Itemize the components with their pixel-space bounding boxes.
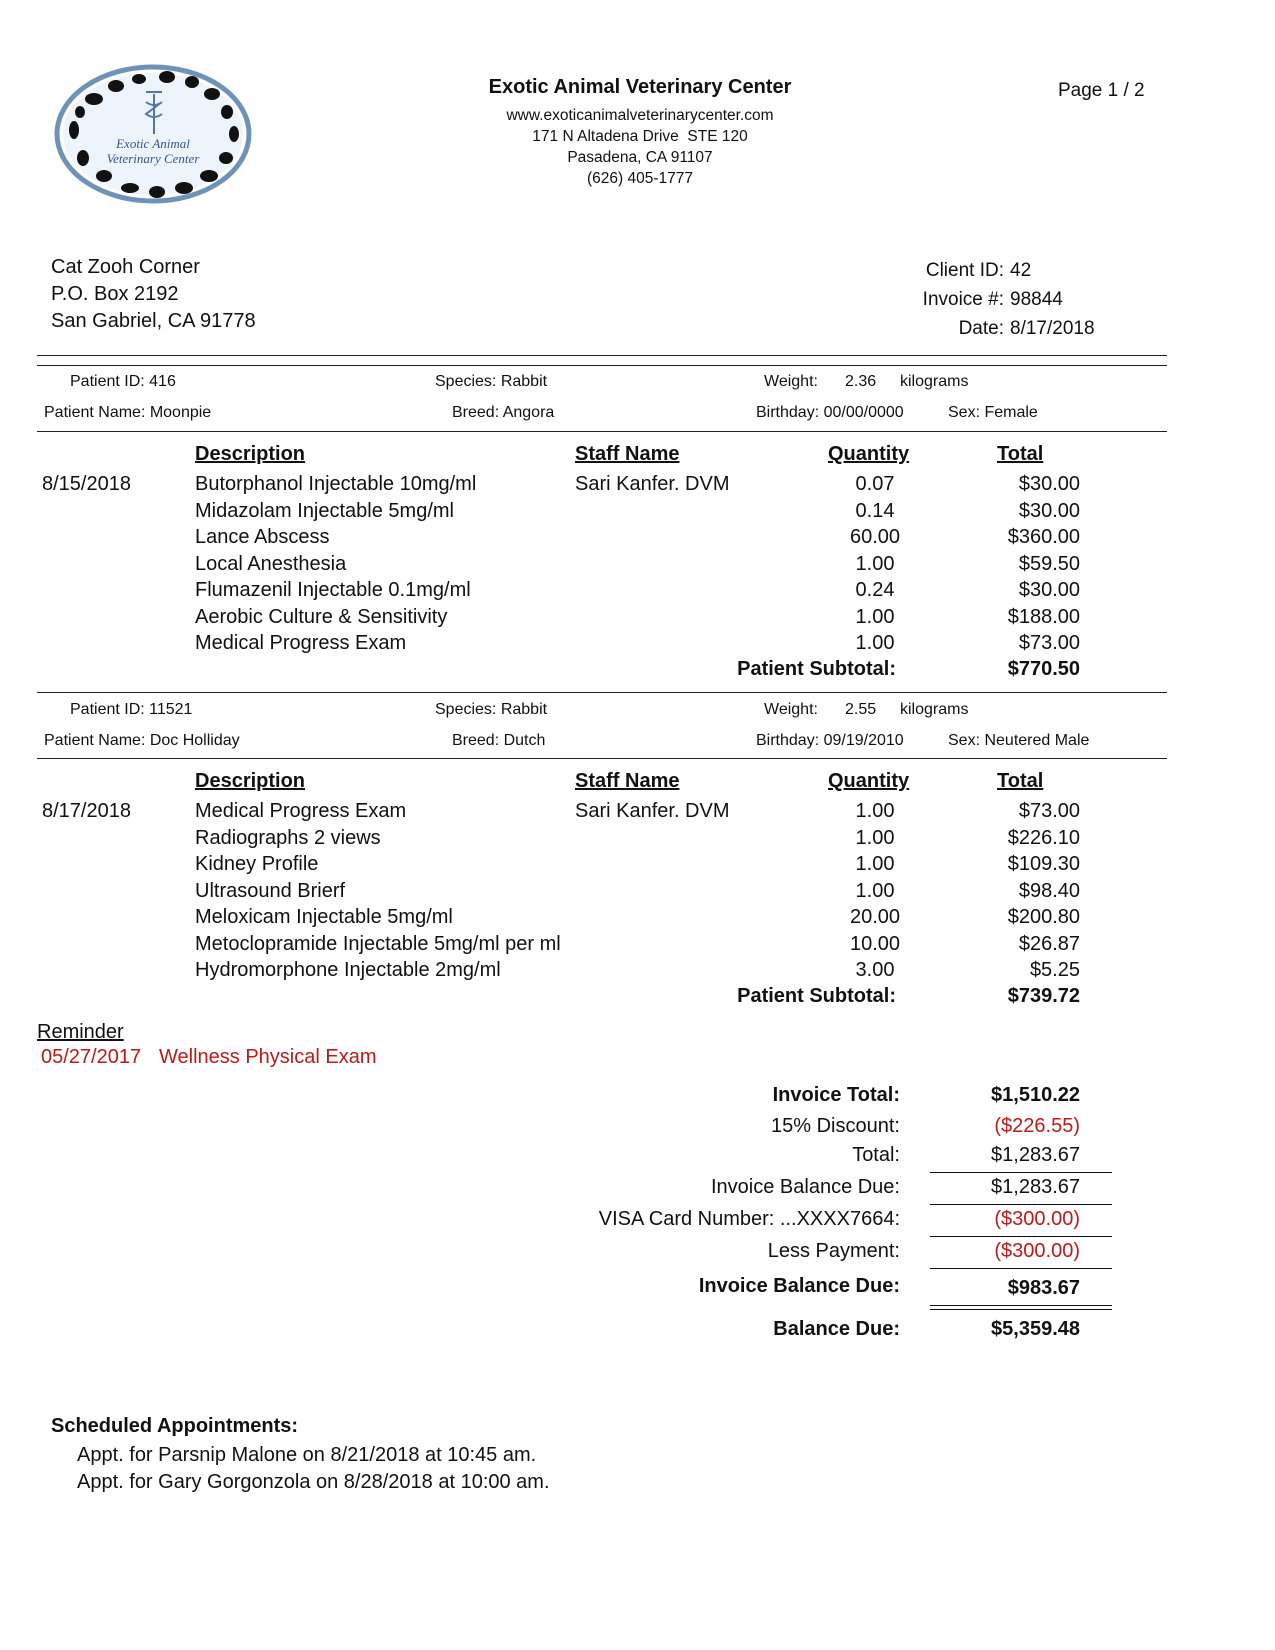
client-address-line2: San Gabriel, CA 91778 <box>51 310 256 332</box>
item-description: Ultrasound Brierf <box>195 879 346 902</box>
visa-underline <box>930 1236 1112 1237</box>
invoice-meta <box>880 256 1130 343</box>
balance-underline <box>930 1204 1112 1205</box>
item-quantity: 0.07 <box>855 473 895 495</box>
item-total: $109.30 <box>1007 853 1080 875</box>
item-total: $188.00 <box>1007 605 1080 628</box>
page-number: Page 1 / 2 <box>1058 80 1145 101</box>
patient2-species: Species: Rabbit <box>435 701 548 718</box>
double-underline-bottom <box>930 1309 1112 1310</box>
total-underline <box>930 1172 1112 1173</box>
clinic-website: www.exoticanimalveterinarycenter.com <box>506 107 774 124</box>
quantity-header: Quantity <box>828 443 910 465</box>
client-address-line1: P.O. Box 2192 <box>51 283 179 305</box>
clinic-address-line1: 171 N Altadena Drive STE 120 <box>532 128 748 145</box>
client-name: Cat Zooh Corner <box>51 256 200 278</box>
patient1-descriptions <box>195 471 476 657</box>
patient1-id: Patient ID: 416 <box>70 373 176 390</box>
reminder-title: Reminder <box>37 1021 124 1043</box>
item-total: $98.40 <box>1018 879 1080 902</box>
patient1-species: Species: Rabbit <box>435 373 548 390</box>
item-quantity: 1.00 <box>855 826 895 849</box>
divider <box>37 758 1167 759</box>
clinic-phone: (626) 405-1777 <box>587 170 693 187</box>
final-invoice-balance-value: $983.67 <box>1007 1277 1080 1299</box>
patient2-quantities <box>820 798 930 984</box>
total-value: $1,283.67 <box>991 1144 1080 1166</box>
patient2-breed: Breed: Dutch <box>452 732 546 749</box>
clinic-logo-graphic <box>54 64 252 204</box>
item-description: Hydromorphone Injectable 2mg/ml <box>195 959 501 981</box>
invoice-total-label: Invoice Total: <box>772 1084 900 1106</box>
client-address <box>51 254 256 335</box>
staff-header: Staff Name <box>575 443 680 465</box>
item-description: Radiographs 2 views <box>195 826 381 849</box>
patient2-id: Patient ID: 11521 <box>70 701 193 718</box>
item-total: $73.00 <box>1018 632 1080 654</box>
divider <box>37 355 1167 356</box>
discount-value: ($226.55) <box>994 1115 1080 1137</box>
patient2-weight-label: Weight: <box>764 701 818 718</box>
item-description: Local Anesthesia <box>195 552 347 575</box>
balance-value: $5,359.48 <box>991 1318 1080 1340</box>
item-description: Butorphanol Injectable 10mg/ml <box>195 473 477 495</box>
item-total: $59.50 <box>1018 552 1080 575</box>
logo-text-line1: Exotic Animal <box>116 136 190 151</box>
item-description: Lance Abscess <box>195 526 330 548</box>
item-description: Kidney Profile <box>195 853 319 875</box>
patient1-subtotal-label: Patient Subtotal: <box>737 658 896 680</box>
patient1-quantities <box>820 471 930 657</box>
reminder-text: Wellness Physical Exam <box>159 1046 377 1068</box>
patient2-name: Patient Name: Doc Holliday <box>44 732 240 749</box>
invoice-total-value: $1,510.22 <box>991 1084 1080 1106</box>
clinic-logo <box>54 64 252 204</box>
item-quantity: 1.00 <box>855 879 895 902</box>
item-description: Medical Progress Exam <box>195 800 407 822</box>
patient2-birthday: Birthday: 09/19/2010 <box>756 732 904 749</box>
patient2-staff: Sari Kanfer. DVM <box>575 800 730 822</box>
item-quantity: 1.00 <box>855 853 895 875</box>
item-description: Medical Progress Exam <box>195 632 407 654</box>
divider <box>37 692 1167 693</box>
reminder-date: 05/27/2017 <box>41 1046 142 1068</box>
visa-card-label: VISA Card Number: ...XXXX7664: <box>598 1208 900 1230</box>
item-quantity: 3.00 <box>855 959 895 981</box>
total-label: Total: <box>852 1144 900 1166</box>
visa-card-value: ($300.00) <box>994 1208 1080 1230</box>
item-description: Midazolam Injectable 5mg/ml <box>195 499 454 522</box>
item-total: $30.00 <box>1018 473 1080 495</box>
item-total: $5.25 <box>1029 959 1080 981</box>
double-underline-top <box>930 1305 1112 1306</box>
patient1-name: Patient Name: Moonpie <box>44 404 212 421</box>
item-total: $226.10 <box>1007 826 1080 849</box>
item-total: $30.00 <box>1018 579 1080 601</box>
patient2-weight-value: 2.55 <box>845 701 877 718</box>
scheduled-appointments <box>51 1415 550 1496</box>
description-header: Description <box>195 770 306 792</box>
patient2-subtotal-value: $739.72 <box>1007 985 1080 1007</box>
less-payment-label: Less Payment: <box>767 1240 900 1262</box>
appointment-item: Appt. for Parsnip Malone on 8/21/2018 at 10:45 am. <box>77 1444 537 1466</box>
patient1-sex: Sex: Female <box>948 404 1038 421</box>
patient2-totals <box>960 798 1080 984</box>
divider <box>37 431 1167 432</box>
balance-label: Balance Due: <box>773 1318 900 1340</box>
item-description: Aerobic Culture & Sensitivity <box>195 605 448 628</box>
patient1-birthday: Birthday: 00/00/0000 <box>756 404 904 421</box>
item-quantity: 0.14 <box>855 499 895 522</box>
patient1-staff: Sari Kanfer. DVM <box>575 473 730 495</box>
item-quantity: 0.24 <box>855 579 895 601</box>
item-total: $26.87 <box>1018 932 1080 955</box>
invoice-number-value: 98844 <box>1010 289 1063 310</box>
clinic-name: Exotic Animal Veterinary Center <box>488 76 792 98</box>
patient2-subtotal-label: Patient Subtotal: <box>737 985 896 1007</box>
patient1-breed: Breed: Angora <box>452 404 555 421</box>
patient2-sex: Sex: Neutered Male <box>948 732 1090 749</box>
item-quantity: 10.00 <box>849 932 901 955</box>
item-quantity: 1.00 <box>855 800 895 822</box>
less-payment-value: ($300.00) <box>994 1240 1080 1262</box>
item-quantity: 1.00 <box>855 605 895 628</box>
staff-header: Staff Name <box>575 770 680 792</box>
item-quantity: 20.00 <box>849 906 901 928</box>
invoice-number-label: Invoice #: <box>922 289 1004 310</box>
patient1-totals <box>960 471 1080 657</box>
item-quantity: 1.00 <box>855 632 895 654</box>
item-description: Meloxicam Injectable 5mg/ml <box>195 906 453 928</box>
payment-underline <box>930 1268 1112 1269</box>
clinic-header <box>440 76 840 189</box>
item-total: $30.00 <box>1018 499 1080 522</box>
appointment-item: Appt. for Gary Gorgonzola on 8/28/2018 at 10:00 am. <box>77 1471 550 1493</box>
patient2-service-date: 8/17/2018 <box>42 800 131 822</box>
patient2-descriptions <box>195 798 561 984</box>
total-header: Total <box>997 770 1044 792</box>
item-total: $73.00 <box>1018 800 1080 822</box>
clinic-address-line2: Pasadena, CA 91107 <box>567 149 713 166</box>
item-total: $200.80 <box>1007 906 1080 928</box>
patient1-weight-value: 2.36 <box>845 373 877 390</box>
logo-text-line2: Veterinary Center <box>106 151 200 166</box>
item-quantity: 1.00 <box>855 552 895 575</box>
invoice-date-label: Date: <box>958 318 1004 339</box>
description-header: Description <box>195 443 306 465</box>
patient1-subtotal-value: $770.50 <box>1007 658 1080 680</box>
patient1-weight-label: Weight: <box>764 373 818 390</box>
balance-due-label: Invoice Balance Due: <box>710 1176 900 1198</box>
patient1-weight-unit: kilograms <box>900 373 969 390</box>
discount-label: 15% Discount: <box>771 1115 900 1137</box>
final-invoice-balance-label: Invoice Balance Due: <box>698 1275 900 1297</box>
item-total: $360.00 <box>1007 526 1080 548</box>
patient1-service-date: 8/15/2018 <box>42 473 131 495</box>
client-id-label: Client ID: <box>925 260 1004 281</box>
quantity-header: Quantity <box>828 770 910 792</box>
client-id-value: 42 <box>1010 260 1032 281</box>
total-header: Total <box>997 443 1044 465</box>
item-description: Metoclopramide Injectable 5mg/ml per ml <box>195 932 561 955</box>
divider <box>37 365 1167 366</box>
patient2-weight-unit: kilograms <box>900 701 969 718</box>
appointments-title: Scheduled Appointments: <box>51 1415 299 1437</box>
invoice-date-value: 8/17/2018 <box>1010 318 1095 339</box>
item-quantity: 60.00 <box>849 526 901 548</box>
item-description: Flumazenil Injectable 0.1mg/ml <box>195 579 471 601</box>
balance-due-value: $1,283.67 <box>991 1176 1080 1198</box>
